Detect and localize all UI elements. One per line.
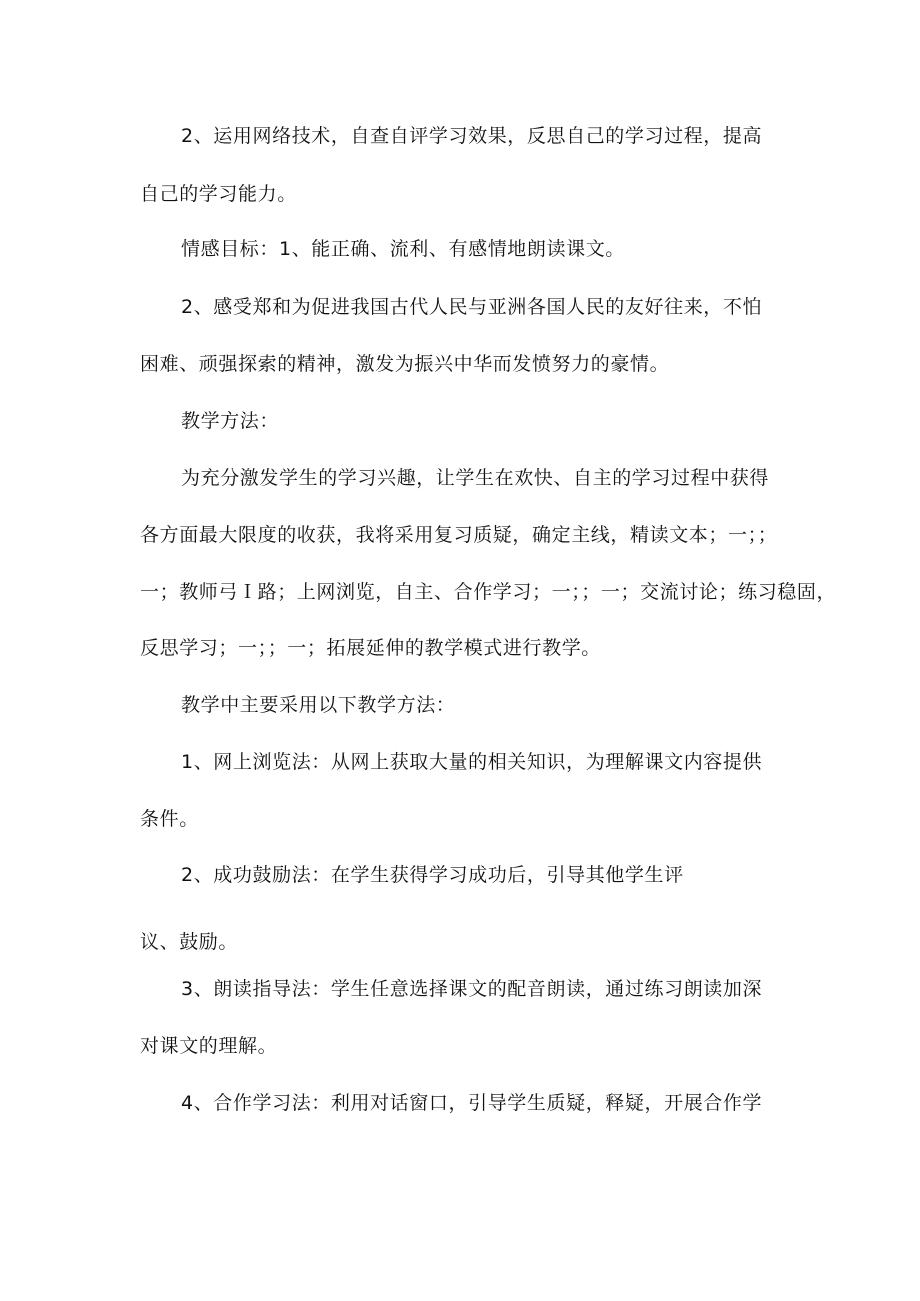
text-line: 教学中主要采用以下教学方法： <box>181 694 456 716</box>
text-line: 自己的学习能力。 <box>140 183 297 205</box>
text-line: 情感目标：1、能正确、流利、有感情地朗读课文。 <box>181 238 625 260</box>
text-line: 对课文的理解。 <box>140 1035 278 1057</box>
text-line: 反思学习；一；；一；拓展延伸的教学模式进行教学。 <box>140 637 601 659</box>
text-line: 各方面最大限度的收获，我将采用复习质疑，确定主线，精读文本；一；； <box>140 524 778 546</box>
text-line: 条件。 <box>140 808 199 830</box>
text-line: 困难、顽强探索的精神，激发为振兴中华而发愤努力的豪情。 <box>140 353 670 375</box>
section-heading: 教学方法： <box>181 410 280 432</box>
text-line: 一；教师弓Ｉ路；上网浏览，自主、合作学习；一；；一；交流讨论；练习稳固， <box>140 581 837 603</box>
text-line: 2、运用网络技术，自查自评学习效果，反思自己的学习过程，提高 <box>181 125 763 147</box>
text-line: 1、网上浏览法：从网上获取大量的相关知识，为理解课文内容提供 <box>181 751 763 773</box>
text-line: 2、成功鼓励法：在学生获得学习成功后，引导其他学生评 <box>181 864 684 886</box>
text-line: 议、鼓励。 <box>140 931 239 953</box>
text-line: 4、合作学习法：利用对话窗口，引导学生质疑，释疑，开展合作学 <box>181 1092 763 1114</box>
text-line: 2、感受郑和为促进我国古代人民与亚洲各国人民的友好往来，不怕 <box>181 296 763 318</box>
text-line: 3、朗读指导法：学生任意选择课文的配音朗读，通过练习朗读加深 <box>181 978 763 1000</box>
text-line: 为充分激发学生的学习兴趣，让学生在欢快、自主的学习过程中获得 <box>181 467 770 489</box>
